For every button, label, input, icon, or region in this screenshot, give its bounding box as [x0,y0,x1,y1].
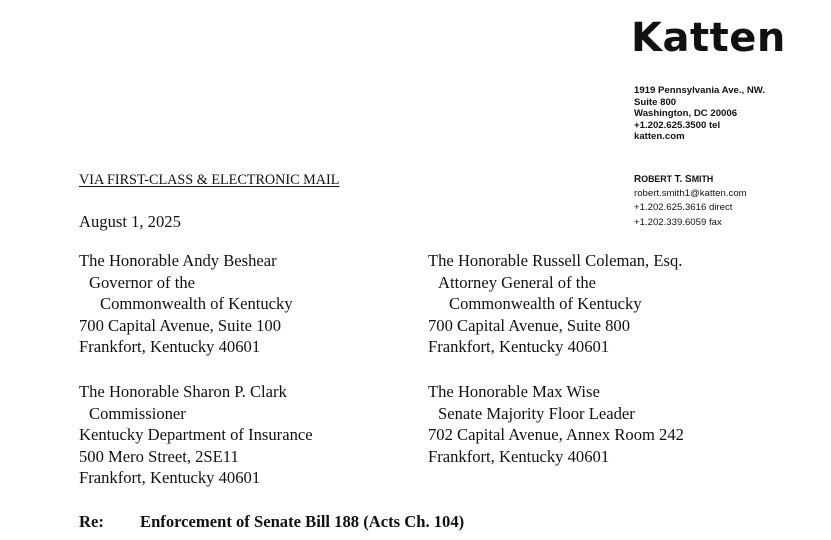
firm-suite: Suite 800 [634,96,677,108]
recipient-title: Commissioner [89,403,186,423]
re-line [79,512,465,532]
firm-street: 1919 Pennsylvania Ave., NW. [634,85,765,96]
author-name: ROBERT T. SMITH [634,174,714,185]
recipient-title: Senate Majority Floor Leader [438,403,635,423]
recipient-street: 500 Mero Street, 2SE11 [79,446,239,466]
recipient-title-cont: Commonwealth of Kentucky [449,294,642,313]
letter-date: August 1, 2025 [79,212,181,231]
recipient-city: Frankfort, Kentucky 40601 [428,337,610,356]
recipient-department: Kentucky Department of Insurance [79,425,313,444]
delivery-method: VIA FIRST-CLASS & ELECTRONIC MAIL [79,172,340,188]
recipient-address-2 [428,250,682,358]
recipient-title-cont: Commonwealth of Kentucky [100,294,293,313]
recipient-name: The Honorable Russell Coleman, Esq. [428,251,683,270]
firm-address-block [634,85,765,143]
author-fax: +1.202.339.6059 fax [634,216,722,228]
firm-logo: Katten [631,15,786,61]
recipient-address-4 [428,381,684,467]
author-direct-phone: +1.202.625.3616 direct [634,202,733,214]
recipient-title: Attorney General of the [438,272,597,292]
recipient-name: The Honorable Max Wise [428,382,600,401]
recipient-street: 700 Capital Avenue, Suite 800 [428,315,631,335]
recipient-name: The Honorable Sharon P. Clark [79,382,287,401]
recipient-city: Frankfort, Kentucky 40601 [428,446,610,466]
recipient-name: The Honorable Andy Beshear [79,251,277,270]
author-email: robert.smith1@katten.com [634,188,747,200]
author-contact-block [634,172,747,230]
re-label: Re: [79,512,104,531]
recipient-address-1 [79,250,293,358]
recipient-street: 700 Capital Avenue, Suite 100 [79,315,282,335]
firm-website: katten.com [634,131,685,143]
re-subject: Enforcement of Senate Bill 188 (Acts Ch. 104) [140,512,465,531]
recipient-street: 702 Capital Avenue, Annex Room 242 [428,425,684,444]
firm-city: Washington, DC 20006 [634,108,738,120]
recipient-address-3 [79,381,313,489]
recipient-city: Frankfort, Kentucky 40601 [79,468,261,487]
recipient-title: Governor of the [89,272,195,292]
recipient-city: Frankfort, Kentucky 40601 [79,337,261,356]
firm-phone: +1.202.625.3500 tel [634,119,721,131]
